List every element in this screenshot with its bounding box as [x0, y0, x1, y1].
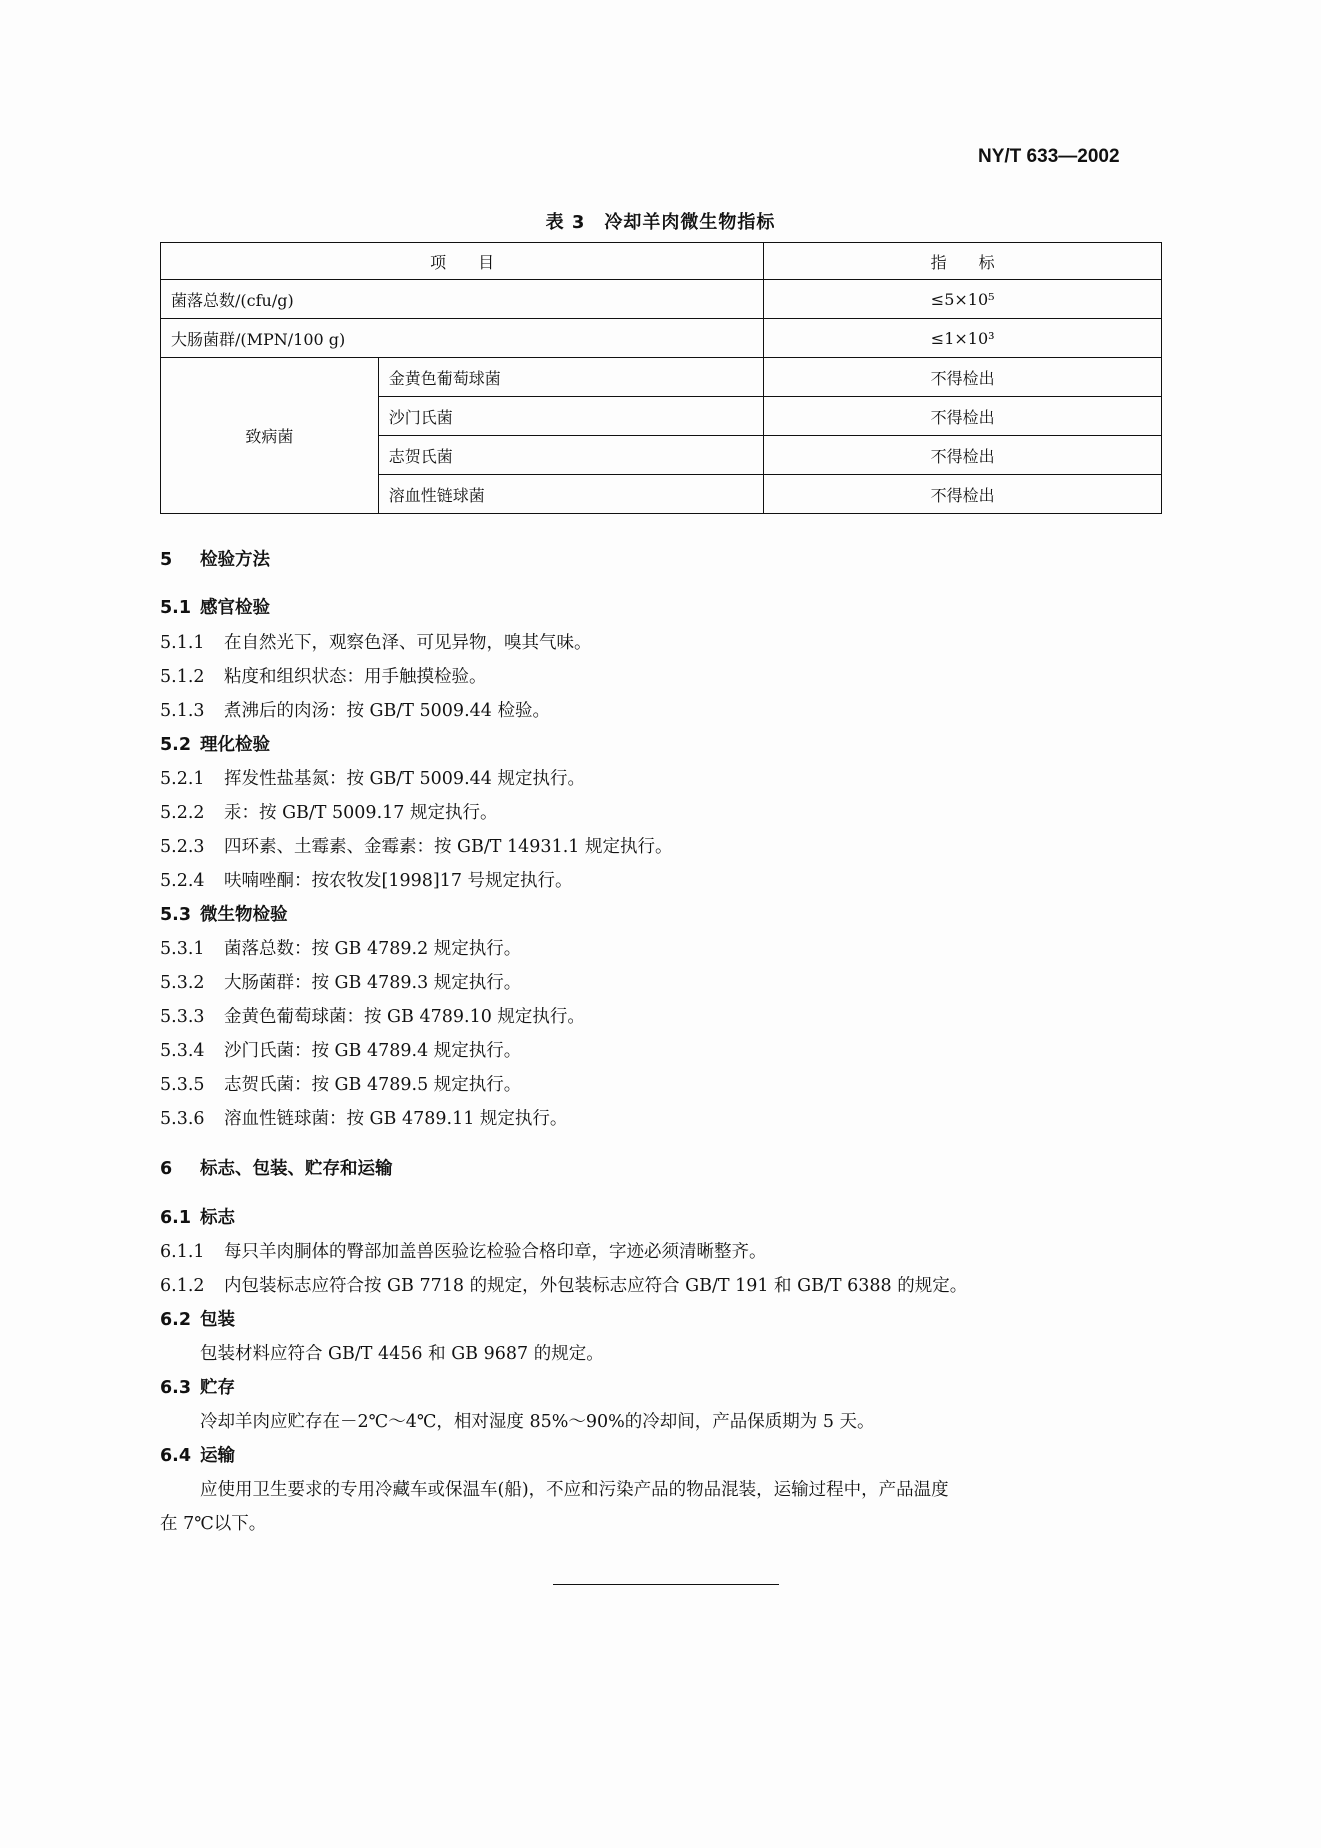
table-row — [161, 280, 1162, 319]
pathogen-name: 沙门氏菌 — [378, 397, 764, 436]
table-caption: 表 3 冷却羊肉微生物指标 — [545, 212, 776, 233]
section-5-1-heading: 5.1 感官检验 — [160, 598, 270, 618]
pathogen-name: 溶血性链球菌 — [378, 475, 764, 514]
row-item: 大肠菌群/(MPN/100 g) — [161, 319, 764, 358]
row-value: ≤1×10³ — [764, 319, 1162, 358]
pathogen-name: 志贺氏菌 — [378, 436, 764, 475]
clause-5-1-1: 5.1.1 在自然光下，观察色泽、可见异物，嗅其气味。 — [160, 633, 592, 653]
clause-6-4-text-line1: 应使用卫生要求的专用冷藏车或保温车(船)，不应和污染产品的物品混装，运输过程中，产品温度 — [200, 1480, 949, 1500]
clause-6-1-2: 6.1.2 内包装标志应符合按 GB 7718 的规定，外包装标志应符合 GB/T 191 和 GB/T 6388 的规定。 — [160, 1276, 968, 1296]
pathogen-value: 不得检出 — [764, 358, 1162, 397]
table-row — [161, 319, 1162, 358]
pathogen-value: 不得检出 — [764, 475, 1162, 514]
pathogen-name: 金黄色葡萄球菌 — [378, 358, 764, 397]
clause-5-2-1: 5.2.1 挥发性盐基氮：按 GB/T 5009.44 规定执行。 — [160, 769, 585, 789]
header-item: 项 目 — [161, 243, 764, 280]
clause-5-2-3: 5.2.3 四环素、土霉素、金霉素：按 GB/T 14931.1 规定执行。 — [160, 837, 673, 857]
clause-5-3-4: 5.3.4 沙门氏菌：按 GB 4789.4 规定执行。 — [160, 1041, 522, 1061]
clause-5-1-2: 5.1.2 粘度和组织状态：用手触摸检验。 — [160, 667, 487, 687]
clause-5-3-2: 5.3.2 大肠菌群：按 GB 4789.3 规定执行。 — [160, 973, 522, 993]
pathogen-value: 不得检出 — [764, 397, 1162, 436]
end-rule — [553, 1584, 779, 1585]
section-6-heading: 6 标志、包装、贮存和运输 — [160, 1159, 393, 1179]
clause-5-3-3: 5.3.3 金黄色葡萄球菌：按 GB 4789.10 规定执行。 — [160, 1007, 585, 1027]
section-6-3-heading: 6.3 贮存 — [160, 1378, 235, 1398]
section-5-3-heading: 5.3 微生物检验 — [160, 905, 288, 925]
table-header-row — [161, 243, 1162, 280]
clause-6-2-text: 包装材料应符合 GB/T 4456 和 GB 9687 的规定。 — [200, 1344, 604, 1364]
section-5-2-heading: 5.2 理化检验 — [160, 735, 270, 755]
table-row — [161, 358, 1162, 397]
clause-6-4-text-line2: 在 7℃以下。 — [160, 1514, 267, 1534]
document-number: NY/T 633—2002 — [978, 146, 1120, 167]
microbial-index-table — [160, 242, 1162, 514]
clause-5-3-5: 5.3.5 志贺氏菌：按 GB 4789.5 规定执行。 — [160, 1075, 522, 1095]
clause-5-2-4: 5.2.4 呋喃唑酮：按农牧发[1998]17 号规定执行。 — [160, 871, 573, 891]
clause-6-1-1: 6.1.1 每只羊肉胴体的臀部加盖兽医验讫检验合格印章，字迹必须清晰整齐。 — [160, 1242, 767, 1262]
clause-5-3-1: 5.3.1 菌落总数：按 GB 4789.2 规定执行。 — [160, 939, 522, 959]
section-6-2-heading: 6.2 包装 — [160, 1310, 235, 1330]
clause-5-2-2: 5.2.2 汞：按 GB/T 5009.17 规定执行。 — [160, 803, 498, 823]
pathogen-group-label: 致病菌 — [161, 358, 379, 514]
clause-6-3-text: 冷却羊肉应贮存在－2℃～4℃，相对湿度 85%～90%的冷却间，产品保质期为 5 天。 — [200, 1412, 875, 1432]
section-6-4-heading: 6.4 运输 — [160, 1446, 235, 1466]
section-5-heading: 5 检验方法 — [160, 550, 270, 570]
row-value: ≤5×10⁵ — [764, 280, 1162, 319]
header-index: 指 标 — [764, 243, 1162, 280]
clause-5-1-3: 5.1.3 煮沸后的肉汤：按 GB/T 5009.44 检验。 — [160, 701, 550, 721]
clause-5-3-6: 5.3.6 溶血性链球菌：按 GB 4789.11 规定执行。 — [160, 1109, 568, 1129]
section-6-1-heading: 6.1 标志 — [160, 1208, 235, 1228]
pathogen-value: 不得检出 — [764, 436, 1162, 475]
row-item: 菌落总数/(cfu/g) — [161, 280, 764, 319]
